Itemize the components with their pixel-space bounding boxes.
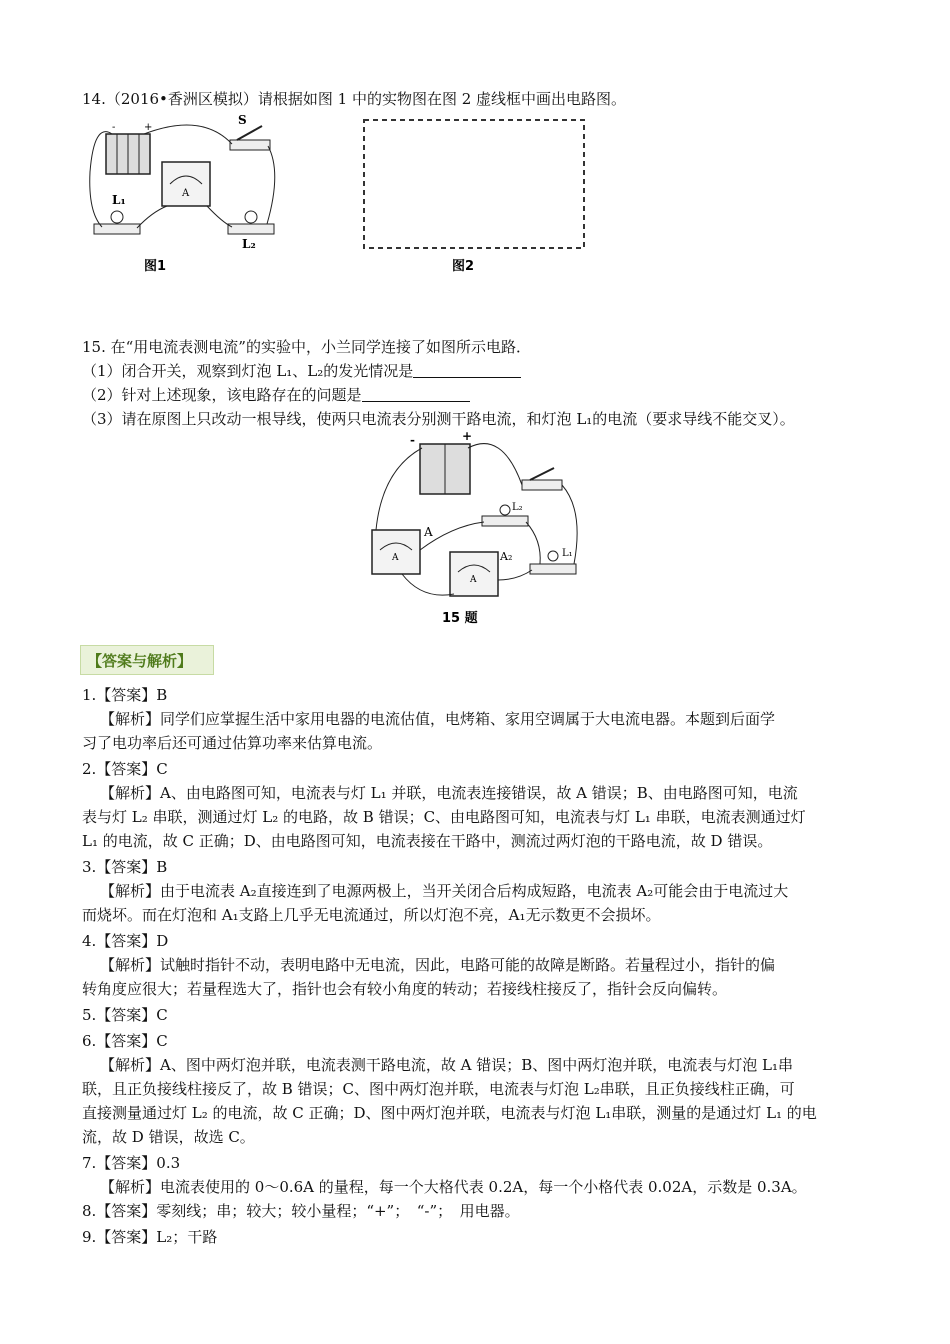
- answer-line: 2.【答案】C: [82, 760, 168, 778]
- q14-figure2: [362, 118, 588, 278]
- answer-line: 表与灯 L₂ 串联，测通过灯 L₂ 的电路，故 B 错误；C、由电路图可知，电流表与灯 L₁ 串联，电流表测通过灯: [82, 808, 806, 826]
- answer-line: 【解析】试触时指针不动，表明电路中无电流，因此，电路可能的故障是断路。若量程过小，指针的偏: [100, 956, 776, 974]
- answer-line: 联，且正负接线柱接反了，故 B 错误；C、图中两灯泡并联，电流表与灯泡 L₂串联，且正负接线柱正确，可: [82, 1080, 795, 1098]
- q15-part1: [82, 360, 521, 382]
- answer-line: 【解析】A、由电路图可知，电流表与灯 L₁ 并联，电流表连接错误，故 A 错误；B、由电路图可知，电流: [100, 784, 798, 802]
- q15-plus-label: +: [462, 430, 473, 443]
- answer-line: 7.【答案】0.3: [82, 1154, 181, 1172]
- answer-line: 直接测量通过灯 L₂ 的电流，故 C 正确；D、图中两灯泡并联，电流表与灯泡 L₁串联，测量的是通过灯 L₁ 的电: [82, 1104, 817, 1122]
- q15-figure: [362, 430, 592, 628]
- switch-label: S: [238, 113, 247, 127]
- lamp-l2: [228, 224, 274, 234]
- answer-blank-1: [413, 361, 521, 378]
- q15-ammeter-a2: [450, 552, 498, 596]
- answer-line: 3.【答案】B: [82, 858, 168, 876]
- answer-line: 1.【答案】B: [82, 686, 168, 704]
- fig2-caption: 图2: [452, 259, 475, 274]
- answer-line: 【解析】由于电流表 A₂直接连到了电源两极上，当开关闭合后构成短路，电流表 A₂可能会由于电流过大: [100, 882, 789, 900]
- ammeter-label: A: [182, 188, 190, 199]
- q15-switch: [522, 480, 562, 490]
- dashed-drawing-box: [364, 120, 584, 248]
- q15-caption: 15 题: [442, 611, 478, 626]
- q15-a-label: A: [424, 525, 433, 539]
- q14-figure1: [82, 112, 282, 282]
- answers-header: [80, 645, 214, 675]
- q15-l2-label: L₂: [512, 502, 523, 513]
- answers-header-text: 【答案与解析】: [87, 652, 193, 670]
- answer-line: 【解析】A、图中两灯泡并联，电流表测干路电流，故 A 错误；B、图中两灯泡并联，电流表与灯泡 L₁串: [100, 1056, 793, 1074]
- q15-part2: [82, 384, 470, 406]
- battery-minus-label: -: [112, 122, 116, 133]
- answer-line: 而烧坏。而在灯泡和 A₁支路上几乎无电流通过，所以灯泡不亮，A₁无示数更不会损坏。: [82, 906, 661, 924]
- q15-meter-a2-face: A: [470, 575, 477, 585]
- q15-part1-text: （1）闭合开关，观察到灯泡 L₁、L₂的发光情况是: [82, 362, 414, 380]
- answer-blank-2: [362, 385, 470, 402]
- q15-meter-a-face: A: [392, 553, 399, 563]
- lamp-l2-label: L₂: [242, 237, 256, 251]
- answer-line: 4.【答案】D: [82, 932, 169, 950]
- q15-part3: （3）请在原图上只改动一根导线，使两只电流表分别测干路电流，和灯泡 L₁的电流（要求导线不能交叉）。: [82, 410, 795, 428]
- answer-line: 8.【答案】零刻线；串；较大；较小量程；“+”； “-”； 用电器。: [82, 1202, 520, 1220]
- q15-l1-label: L₁: [562, 548, 573, 559]
- q15-ammeter-a: [372, 530, 420, 574]
- lamp-l1-label: L₁: [112, 193, 126, 207]
- q14-text: 14.（2016•香洲区模拟）请根据如图 1 中的实物图在图 2 虚线框中画出电路图。: [82, 90, 627, 108]
- switch: [230, 140, 270, 150]
- q15-part2-text: （2）针对上述现象，该电路存在的问题是: [82, 386, 362, 404]
- q15-lamp-l2: [482, 516, 528, 526]
- q15-a2-label: A₂: [500, 550, 513, 563]
- q15-minus-label: -: [410, 433, 415, 447]
- q15-lamp-l1: [530, 564, 576, 574]
- answer-line: L₁ 的电流，故 C 正确；D、由电路图可知，电流表接在干路中，测流过两灯泡的干路电流，故 D 错误。: [82, 832, 773, 850]
- answer-line: 流，故 D 错误，故选 C。: [82, 1128, 255, 1146]
- q15-text: 15. 在“用电流表测电流”的实验中，小兰同学连接了如图所示电路．: [82, 338, 531, 356]
- answer-line: 5.【答案】C: [82, 1006, 168, 1024]
- answer-line: 6.【答案】C: [82, 1032, 168, 1050]
- answer-line: 【解析】同学们应掌握生活中家用电器的电流估值，电烤箱、家用空调属于大电流电器。本题到后面学: [100, 710, 776, 728]
- fig1-caption: 图1: [144, 259, 167, 274]
- ammeter: [162, 162, 210, 206]
- battery-plus-label: +: [144, 122, 153, 133]
- answer-line: 9.【答案】L₂；干路: [82, 1228, 218, 1246]
- answer-line: 转角度应很大；若量程选大了，指针也会有较小角度的转动；若接线柱接反了，指针会反向偏转。: [82, 980, 728, 998]
- answer-line: 习了电功率后还可通过估算功率来估算电流。: [82, 734, 383, 752]
- answer-line: 【解析】电流表使用的 0～0.6A 的量程，每一个大格代表 0.2A，每一个小格代表 0.02A，示数是 0.3A。: [100, 1178, 807, 1196]
